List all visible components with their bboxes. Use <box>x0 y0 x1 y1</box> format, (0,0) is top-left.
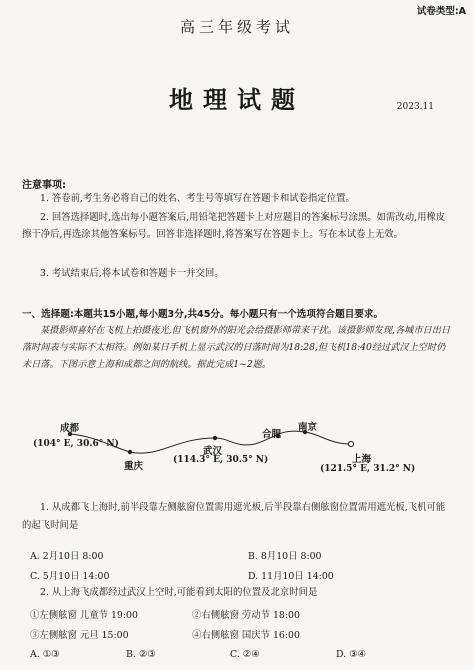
question-1-option-a: A. 2月10日 8:00 <box>30 551 104 562</box>
chongqing-point <box>128 450 132 454</box>
question-2-option-a: A. ①③ <box>30 649 60 660</box>
label-nanjing: 南京 <box>298 422 318 433</box>
subject-title: 地理试题 <box>169 85 305 114</box>
question-2-stem: 2. 从上海飞成都经过武汉上空时,可能看到太阳的位置及北京时间是 <box>40 587 318 598</box>
question-1-stem: 1. 从成都飞上海时,前半段靠左侧舷窗位置需用遮光板,后半段靠右侧舷窗位置需用遮光板,飞机可能的起飞时间是 <box>22 502 446 531</box>
exam-name: 高三年级考试 <box>179 18 294 36</box>
label-shanghai: 上海 <box>352 454 372 465</box>
question-2-option-b: B. ②③ <box>126 649 156 660</box>
label-chengdu-coord: (104° E, 30.6° N) <box>33 439 119 449</box>
shanghai-point <box>348 441 353 446</box>
label-chengdu: 成都 <box>60 423 80 434</box>
question-2-option-c: C. ②④ <box>230 649 260 660</box>
label-wuhan: 武汉 <box>203 446 223 457</box>
question-2-item-4: ④右侧舷窗 国庆节 16:00 <box>192 630 300 641</box>
question-2-item-2: ②右侧舷窗 劳动节 18:00 <box>192 610 300 621</box>
exam-date: 2023.11 <box>396 102 434 112</box>
question-1-option-d: D. 11月10日 14:00 <box>248 571 334 582</box>
notice-heading: 注意事项: <box>22 180 66 191</box>
notice-item-2: 2. 回答选择题时,选出每小题答案后,用铅笔把答题卡上对应题目的答案标号涂黑。如需改动,用橡皮擦干净后,再选涂其他答案标号。回答非选择题时,将答案写在答题卡上。写在本试卷上无效。 <box>22 212 446 240</box>
label-chongqing: 重庆 <box>124 461 144 472</box>
wuhan-point <box>213 436 217 440</box>
question-2-item-3: ③左侧舷窗 元旦 15:00 <box>30 630 129 641</box>
question-2-option-d: D. ③④ <box>336 649 366 660</box>
label-shanghai-coord: (121.5° E, 31.2° N) <box>320 464 416 474</box>
notice-item-1: 1. 答卷前,考生务必将自己的姓名、考生号等填写在答题卡和试卷指定位置。 <box>40 193 355 204</box>
label-wuhan-coord: (114.3° E, 30.5° N) <box>173 455 269 465</box>
label-hefei: 合肥 <box>262 429 282 440</box>
section-heading: 一、选择题:本题共15小题,每小题3分,共45分。每小题只有一个选项符合题目要求。 <box>22 309 384 320</box>
notice-item-3: 3. 考试结束后,将本试卷和答题卡一并交回。 <box>40 268 224 279</box>
question-material: 某摄影师喜好在飞机上拍摄夜光,但飞机窗外的阳光会给摄影师带来干扰。该摄影师发现,各城市日出日落时间表与实际不太相符。例如某日手机上显示武汉的日落时间为18:28,但飞机18:40经过武汉上空时仍未日落。下图示意上海和成都之间的航线。据此完成1~2题。 <box>22 325 451 370</box>
question-1-option-b: B. 8月10日 8:00 <box>248 551 322 562</box>
paper-type-label: 试卷类型:A <box>416 6 466 17</box>
question-1-option-c: C. 5月10日 14:00 <box>30 571 110 582</box>
question-2-item-1: ①左侧舷窗 儿童节 19:00 <box>30 610 138 621</box>
